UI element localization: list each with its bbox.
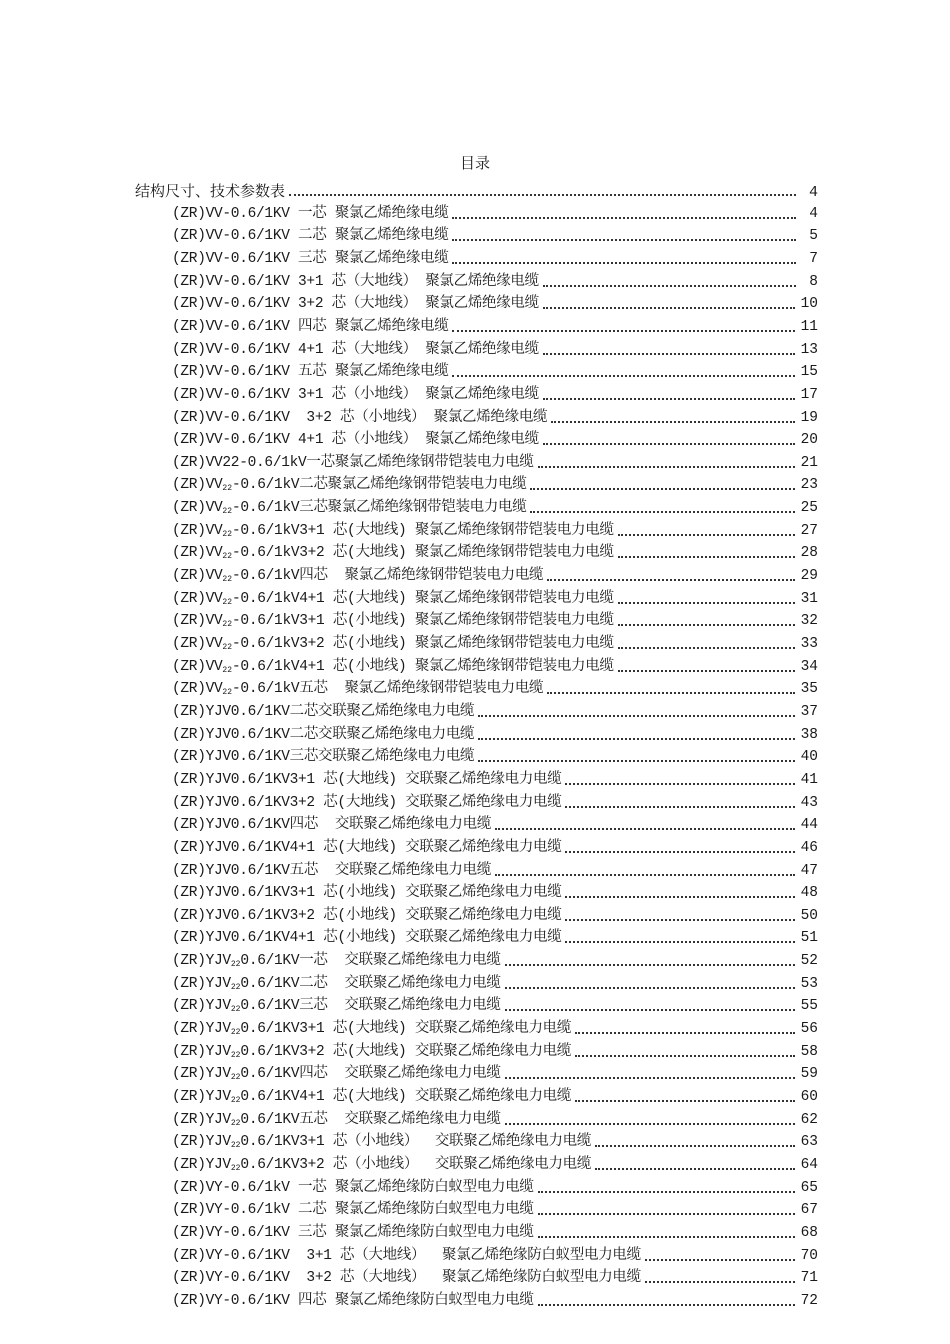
toc-entry-text: -0.6/1kV4+1 芯(小地线) 聚氯乙烯绝缘钢带铠装电力电缆 [232,658,614,675]
toc-entry-title [172,950,501,972]
toc-title: 目录 [459,154,490,172]
toc-entry-title [172,633,614,655]
toc-entry-text: 0.6/1KV3+2 芯（小地线） 交联聚乙烯绝缘电力电缆 [240,1156,592,1173]
toc-entry-title [172,927,561,949]
dot-leader [505,963,795,966]
toc-entry-text: (ZR)YJV0.6/1KV4+1 芯(大地线) 交联聚乙烯绝缘电力电缆 [172,839,562,856]
toc-page-number: 58 [800,1043,818,1060]
toc-page-number: 72 [800,1292,818,1309]
toc-page-number: 21 [800,454,818,471]
toc-entry-title [172,565,543,587]
toc-entry-text: (ZR)VV-0.6/1KV 3+2 芯（大地线） 聚氯乙烯绝缘电缆 [172,296,539,313]
toc-page-number: 63 [800,1134,818,1151]
toc-page-number: 41 [800,771,818,788]
toc-entry[interactable] [172,339,818,361]
toc-entry-model-prefix: (ZR)VV [172,681,223,698]
dot-leader [530,487,794,490]
toc-entry-text: -0.6/1kV二芯聚氯乙烯绝缘钢带铠装电力电缆 [232,477,527,494]
toc-page-number: 48 [800,885,818,902]
toc-entry-text: 结构尺寸、技术参数表 [135,182,286,200]
toc-entry-model-prefix: (ZR)YJV [172,998,231,1015]
dot-leader [478,759,794,762]
toc-entry[interactable] [172,860,818,882]
toc-entry-title [172,248,448,270]
toc-entry[interactable] [172,429,818,451]
toc-entry[interactable] [172,995,818,1017]
toc-entry-text: -0.6/1kV4+1 芯(大地线) 聚氯乙烯绝缘钢带铠装电力电缆 [232,590,614,607]
toc-entry-title [172,1177,534,1199]
toc-entry-text: (ZR)VY-0.6/1KV 三芯 聚氯乙烯绝缘防白蚁型电力电缆 [172,1224,534,1241]
toc-entry-title [172,792,561,814]
toc-entry-text: (ZR)YJV0.6/1KV二芯交联聚乙烯绝缘电力电缆 [172,703,475,720]
toc-page-number: 7 [809,250,818,267]
toc-entry-model-prefix: (ZR)VV [172,590,223,607]
toc-page-number: 56 [800,1021,818,1038]
toc-entry-model-subscript: 22 [222,484,233,494]
toc-entry-text: -0.6/1kV3+1 芯(大地线) 聚氯乙烯绝缘钢带铠装电力电缆 [232,522,614,539]
toc-page-number: 65 [800,1179,818,1196]
toc-entry-title [172,1086,571,1108]
toc-page-number: 44 [800,817,818,834]
toc-entry-title [172,497,526,519]
toc-entry-title [172,520,614,542]
dot-leader [289,193,796,196]
toc-entry-title [172,407,547,429]
toc-entry-text: 0.6/1KV四芯 交联聚乙烯绝缘电力电缆 [240,1066,501,1083]
toc-entry[interactable] [172,746,818,768]
toc-page-number: 11 [800,318,818,335]
toc-page-number: 55 [800,998,818,1015]
toc-entry-model-subscript: 22 [222,597,233,607]
toc-entry-model-subscript: 22 [222,575,233,585]
toc-entry-text: (ZR)YJV0.6/1KV4+1 芯(小地线) 交联聚乙烯绝缘电力电缆 [172,930,562,947]
toc-entry-title [172,1109,501,1131]
toc-entry[interactable] [172,1222,818,1244]
dot-leader [538,1212,795,1215]
dot-leader [575,1031,795,1034]
toc-page-number: 62 [800,1111,818,1128]
dot-leader [547,578,794,581]
dot-leader [478,737,794,740]
toc-entry[interactable] [172,1154,818,1176]
toc-entry-title [172,1290,534,1312]
toc-entry-model-subscript: 22 [222,665,233,675]
toc-entry[interactable] [172,927,818,949]
toc-page-number: 34 [800,658,818,675]
toc-entry[interactable] [172,1041,818,1063]
toc-entry-title [172,1245,641,1267]
toc-entry-text: -0.6/1kV3+2 芯(小地线) 聚氯乙烯绝缘钢带铠装电力电缆 [232,636,614,652]
dot-leader [618,555,795,558]
dot-leader [478,714,794,717]
toc-entry-text: (ZR)VY-0.6/1kV 一芯 聚氯乙烯绝缘防白蚁型电力电缆 [172,1179,534,1196]
dot-leader [538,1235,795,1238]
toc-entry-text: (ZR)VY-0.6/1KV 3+1 芯（大地线） 聚氯乙烯绝缘防白蚁型电力电缆 [172,1247,641,1264]
toc-page-number: 59 [800,1066,818,1083]
toc-page-number: 64 [800,1156,818,1173]
toc-entry-model-prefix: (ZR)VV [172,613,223,630]
toc-entry-model-subscript: 22 [222,643,233,652]
toc-entry-title [172,1154,591,1176]
toc-entry-title [172,769,561,791]
toc-entry-model-subscript: 22 [230,1163,241,1173]
toc-entry-model-prefix: (ZR)VV [172,545,223,562]
toc-entry-model-prefix: (ZR)YJV [172,1021,231,1038]
dot-leader [595,1167,795,1170]
dot-leader [538,465,795,468]
toc-entry-text: (ZR)VV-0.6/1KV 三芯 聚氯乙烯绝缘电缆 [172,250,449,267]
toc-page-number: 52 [800,953,818,970]
dot-leader [565,918,794,921]
toc-entry-title [172,225,448,247]
toc-entry[interactable] [172,1290,818,1312]
toc-page-number: 67 [800,1202,818,1219]
toc-entry-title [172,973,501,995]
toc-entry[interactable] [172,497,818,519]
toc-entry[interactable] [172,474,818,496]
toc-entry[interactable] [172,452,818,474]
toc-entry-model-prefix: (ZR)YJV [172,1043,231,1060]
toc-entry-title [172,1041,571,1063]
toc-entry[interactable] [172,950,818,972]
toc-entry-text: (ZR)YJV0.6/1KV3+1 芯(大地线) 交联聚乙烯绝缘电力电缆 [172,771,562,788]
dot-leader [543,284,796,287]
toc-entry-text: -0.6/1kV3+1 芯(小地线) 聚氯乙烯绝缘钢带铠装电力电缆 [232,613,614,630]
toc-page-number: 8 [809,273,818,290]
toc-page-number: 4 [809,205,818,222]
toc-page-number: 40 [800,749,818,766]
toc-entry[interactable] [172,814,818,836]
toc-entry[interactable] [172,1109,818,1131]
toc-entry[interactable] [172,1245,818,1267]
toc-section-heading[interactable] [135,180,818,202]
toc-page-number: 51 [800,930,818,947]
toc-entry-text: 0.6/1KV3+2 芯(大地线) 交联聚乙烯绝缘电力电缆 [240,1043,572,1060]
dot-leader [618,533,795,536]
toc-page-number: 32 [800,613,818,630]
toc-entry[interactable] [172,361,818,383]
toc-entry-model-subscript: 22 [230,960,241,970]
toc-page-number: 53 [800,975,818,992]
toc-entry-model-subscript: 22 [222,507,233,517]
toc-entry-model-subscript: 22 [230,1050,241,1060]
toc-entry-title [172,474,526,496]
toc-entry-model-subscript: 22 [230,1028,241,1038]
toc-entry-title [172,203,448,225]
toc-entry-title [172,1018,571,1040]
dot-leader [505,986,795,989]
toc-entry-title [172,995,501,1017]
dot-leader [505,1008,795,1011]
toc-entry-title [172,588,614,610]
toc-entry-model-subscript: 22 [230,1118,241,1128]
dot-leader [543,442,795,445]
toc-entry[interactable] [172,407,818,429]
toc-entry-model-prefix: (ZR)VV [172,477,223,494]
toc-entry-title [172,1199,534,1221]
dot-leader [452,216,796,219]
toc-entry-text: (ZR)VV-0.6/1KV 3+2 芯（小地线） 聚氯乙烯绝缘电缆 [172,409,548,426]
dot-leader [530,510,794,513]
toc-entry[interactable] [172,1177,818,1199]
toc-page-number: 33 [800,636,818,652]
toc-entry-text: (ZR)VV-0.6/1KV 二芯 聚氯乙烯绝缘电缆 [172,228,449,245]
toc-entry-title [172,384,539,406]
toc-entry-text: (ZR)VV22-0.6/1kV一芯聚氯乙烯绝缘钢带铠装电力电缆 [172,454,534,471]
dot-leader [452,329,794,332]
toc-entry[interactable] [172,316,818,338]
toc-page-number: 10 [800,296,818,313]
toc-entry[interactable] [172,792,818,814]
toc-page-number: 35 [800,681,818,698]
dot-leader [543,352,795,355]
toc-entry-text: 0.6/1KV一芯 交联聚乙烯绝缘电力电缆 [240,953,501,970]
toc-page-number: 29 [800,568,818,585]
dot-leader [575,1054,795,1057]
toc-entry-text: (ZR)VV-0.6/1KV 4+1 芯（大地线） 聚氯乙烯绝缘电缆 [172,341,539,358]
toc-entry-model-subscript: 22 [230,1005,241,1015]
toc-entry-title [172,678,543,700]
toc-entry[interactable] [172,565,818,587]
toc-entry-model-prefix: (ZR)YJV [172,1089,231,1105]
dot-leader [452,261,796,264]
toc-entry-title [172,339,539,361]
toc-entry-text: (ZR)VY-0.6/1KV 四芯 聚氯乙烯绝缘防白蚁型电力电缆 [172,1292,534,1309]
toc-entry-title [172,1222,534,1244]
toc-entry[interactable] [172,1018,818,1040]
toc-page-number: 15 [800,364,818,381]
toc-entry-model-prefix: (ZR)VV [172,522,223,539]
dot-leader [645,1280,795,1283]
toc-entry[interactable] [172,225,818,247]
dot-leader [538,1303,795,1306]
toc-page-number: 68 [800,1224,818,1241]
toc-entry-model-subscript: 22 [230,1073,241,1083]
toc-entry-model-prefix: (ZR)YJV [172,975,231,992]
toc-entry[interactable] [172,701,818,723]
toc-entry-text: (ZR)YJV0.6/1KV3+2 芯(大地线) 交联聚乙烯绝缘电力电缆 [172,794,562,811]
dot-leader [547,691,794,694]
toc-entry-text: (ZR)YJV0.6/1KV3+1 芯(小地线) 交联聚乙烯绝缘电力电缆 [172,885,562,902]
toc-entry-title [172,837,561,859]
toc-entry[interactable] [172,1131,818,1153]
toc-page-number: 46 [800,839,818,856]
toc-entry-title [172,701,474,723]
toc-entry-text: -0.6/1kV五芯 聚氯乙烯绝缘钢带铠装电力电缆 [232,681,544,698]
toc-entry-model-prefix: (ZR)VV [172,568,223,585]
toc-entry-model-prefix: (ZR)VV [172,658,223,675]
toc-entry-text: 0.6/1KV三芯 交联聚乙烯绝缘电力电缆 [240,998,501,1015]
toc-entry-title [172,1267,641,1289]
dot-leader [452,238,796,241]
toc-entry-title [172,860,491,882]
toc-entry-text: (ZR)YJV0.6/1KV二芯交联聚乙烯绝缘电力电缆 [172,726,475,743]
toc-entry-text: (ZR)VV-0.6/1KV 4+1 芯（小地线） 聚氯乙烯绝缘电缆 [172,432,539,449]
toc-entry-text: (ZR)VV-0.6/1KV 3+1 芯（大地线） 聚氯乙烯绝缘电缆 [172,273,539,290]
dot-leader [618,601,795,604]
dot-leader [618,623,795,626]
toc-entry[interactable] [172,973,818,995]
toc-entry-model-subscript: 22 [222,552,233,562]
toc-entry-text: (ZR)VV-0.6/1KV 四芯 聚氯乙烯绝缘电缆 [172,318,449,335]
toc-page-number: 38 [800,726,818,743]
toc-entry-model-prefix: (ZR)VV [172,500,223,517]
toc-entry-model-prefix: (ZR)YJV [172,1111,231,1128]
toc-entry-title [172,882,561,904]
toc-entry[interactable] [172,905,818,927]
toc-entry[interactable] [172,724,818,746]
toc-entry-title [172,1063,501,1085]
toc-entry-model-subscript: 22 [230,982,241,992]
toc-entry-title [172,542,614,564]
toc-entry-title [172,656,614,678]
toc-entry[interactable] [172,633,818,655]
toc-entry-text: (ZR)YJV0.6/1KV五芯 交联聚乙烯绝缘电力电缆 [172,862,492,879]
dot-leader [618,669,795,672]
toc-entry-text: 0.6/1KV3+1 芯（小地线） 交联聚乙烯绝缘电力电缆 [240,1134,592,1151]
toc-entry-title [172,746,474,768]
toc-page-number: 20 [800,432,818,449]
toc-page-number: 4 [808,184,818,201]
toc-entry[interactable] [172,1063,818,1085]
dot-leader [452,374,794,377]
toc-entry[interactable] [172,293,818,315]
dot-leader [505,1122,795,1125]
toc-entry-text: -0.6/1kV三芯聚氯乙烯绝缘钢带铠装电力电缆 [232,500,527,517]
toc-entry[interactable] [172,882,818,904]
dot-leader [551,420,794,423]
toc-page-number: 43 [800,794,818,811]
dot-leader [495,827,795,830]
toc-entry-title [172,452,534,474]
toc-entry-title [172,724,474,746]
toc-entry[interactable] [172,837,818,859]
toc-entry[interactable] [172,610,818,632]
toc-page-number: 70 [800,1247,818,1264]
toc-entry[interactable] [172,678,818,700]
toc-page-number: 25 [800,500,818,517]
toc-entry-text: (ZR)YJV0.6/1KV四芯 交联聚乙烯绝缘电力电缆 [172,817,492,834]
toc-page-number: 47 [800,862,818,879]
toc-page-number: 5 [809,228,818,245]
toc-page-number: 23 [800,477,818,494]
toc-entry[interactable] [172,588,818,610]
dot-leader [565,895,794,898]
toc-entry-text: (ZR)VV-0.6/1KV 五芯 聚氯乙烯绝缘电缆 [172,364,449,381]
toc-entry-text: (ZR)VY-0.6/1kV 二芯 聚氯乙烯绝缘防白蚁型电力电缆 [172,1202,534,1219]
toc-entry-text: (ZR)VV-0.6/1KV 一芯 聚氯乙烯绝缘电缆 [172,205,449,222]
dot-leader [538,1190,795,1193]
toc-entry-title [172,429,539,451]
toc-entry-title [172,293,539,315]
toc-entry-title [172,814,491,836]
toc-entry[interactable] [172,203,818,225]
toc-entry[interactable] [172,656,818,678]
toc-entry-text: (ZR)VV-0.6/1KV 3+1 芯（小地线） 聚氯乙烯绝缘电缆 [172,386,539,403]
toc-entry-model-prefix: (ZR)YJV [172,1134,231,1151]
toc-entry-model-prefix: (ZR)YJV [172,1156,231,1173]
toc-entry-title [172,271,539,293]
toc-entry[interactable] [172,769,818,791]
toc-entry-text: 0.6/1KV二芯 交联聚乙烯绝缘电力电缆 [240,975,501,992]
toc-entry[interactable] [172,1267,818,1289]
toc-page-number: 19 [800,409,818,426]
toc-entry-model-subscript: 22 [222,688,233,698]
toc-entry-title [172,316,448,338]
dot-leader [565,850,794,853]
toc-entry-title [172,610,614,632]
toc-page-number: 28 [800,545,818,562]
dot-leader [575,1099,795,1102]
dot-leader [543,306,795,309]
toc-entry-model-prefix: (ZR)VV [172,636,223,652]
toc-page-number: 31 [800,590,818,607]
toc-entry-model-prefix: (ZR)YJV [172,953,231,970]
toc-entry[interactable] [172,1199,818,1221]
toc-entry-text: (ZR)YJV0.6/1KV三芯交联聚乙烯绝缘电力电缆 [172,749,475,766]
toc-entry-text: -0.6/1kV3+2 芯(大地线) 聚氯乙烯绝缘钢带铠装电力电缆 [232,545,614,562]
toc-page-number: 13 [800,341,818,358]
toc-entry-model-subscript: 22 [230,1096,241,1105]
toc-entry-model-subscript: 22 [230,1141,241,1151]
toc-entry-text: 0.6/1KV3+1 芯(大地线) 交联聚乙烯绝缘电力电缆 [240,1021,572,1038]
dot-leader [505,1076,795,1079]
toc-page-number: 71 [800,1270,818,1287]
toc-entry-text: 0.6/1KV五芯 交联聚乙烯绝缘电力电缆 [240,1111,501,1128]
toc-entry-model-subscript: 22 [222,529,233,539]
toc-page-number: 27 [800,522,818,539]
toc-entry-model-prefix: (ZR)YJV [172,1066,231,1083]
dot-leader [565,940,794,943]
dot-leader [595,1144,795,1147]
dot-leader [543,397,795,400]
toc-entry-text: (ZR)VY-0.6/1KV 3+2 芯（大地线） 聚氯乙烯绝缘防白蚁型电力电缆 [172,1270,641,1287]
toc-entry-text: 0.6/1KV4+1 芯(大地线) 交联聚乙烯绝缘电力电缆 [240,1089,572,1105]
toc-entry-model-subscript: 22 [222,620,233,630]
dot-leader [645,1258,795,1261]
toc-entry[interactable] [172,520,818,542]
toc-page-number: 37 [800,703,818,720]
toc-entry-title [172,361,448,383]
dot-leader [565,805,794,808]
dot-leader [565,782,794,785]
toc-entry[interactable] [172,384,818,406]
toc-entry-title [172,1131,591,1153]
toc-entry[interactable] [172,248,818,270]
toc-entry[interactable] [172,271,818,293]
toc-entry[interactable] [172,542,818,564]
toc-entry-title [135,180,285,202]
toc-page-number: 60 [800,1089,818,1105]
toc-page-number: 50 [800,907,818,924]
toc-entry[interactable] [172,1086,818,1108]
toc-entry-title [172,905,561,927]
toc-page-number: 17 [800,386,818,403]
toc-entry-text: -0.6/1kV四芯 聚氯乙烯绝缘钢带铠装电力电缆 [232,568,544,585]
dot-leader [495,873,795,876]
dot-leader [618,646,795,649]
toc-entry-text: (ZR)YJV0.6/1KV3+2 芯(小地线) 交联聚乙烯绝缘电力电缆 [172,907,562,924]
